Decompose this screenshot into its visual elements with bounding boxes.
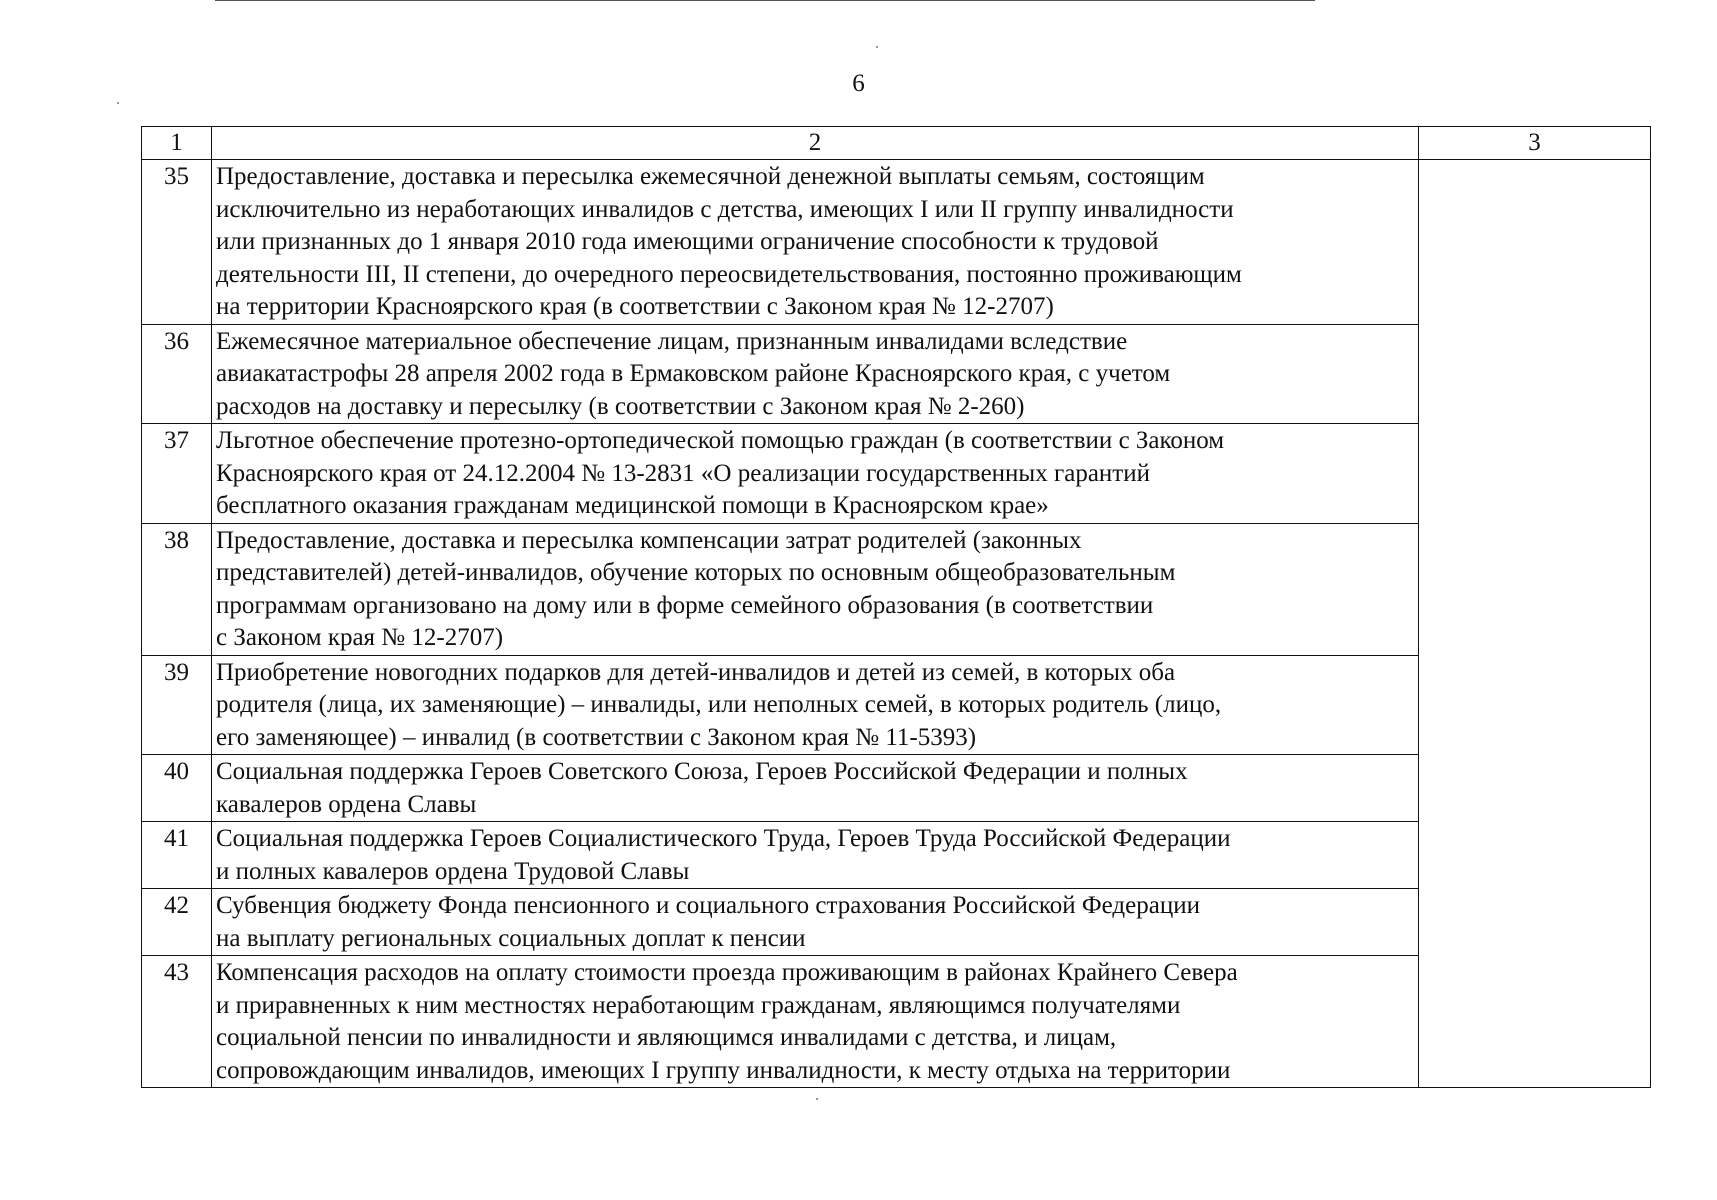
page-number: 6 — [852, 70, 865, 97]
row-description: Социальная поддержка Героев Советского Союза, Героев Российской Федерации и полных кавалеров ордена Славы — [212, 755, 1419, 822]
row-description: Приобретение новогодних подарков для детей-инвалидов и детей из семей, в которых оба родителя (лица, их заменяющие) – инвалиды, или неполных семей, в которых родитель (лицо, его заменяющее) – инвалид (в соответствии с Законом края № 11-5393) — [212, 655, 1419, 755]
scan-speck — [816, 1098, 818, 1100]
header-col-2: 2 — [212, 127, 1419, 160]
row-col3 — [1419, 324, 1651, 424]
table-row — [142, 755, 1651, 822]
header-col-1: 1 — [142, 127, 212, 160]
row-number: 42 — [142, 889, 212, 956]
scan-speck — [876, 46, 878, 48]
table-row — [142, 424, 1651, 524]
table-row — [142, 160, 1651, 325]
table-row — [142, 324, 1651, 424]
header-col-3: 3 — [1419, 127, 1651, 160]
row-number: 36 — [142, 324, 212, 424]
row-description: Социальная поддержка Героев Социалистического Труда, Героев Труда Российской Федерации и полных кавалеров ордена Трудовой Славы — [212, 822, 1419, 889]
row-number: 39 — [142, 655, 212, 755]
table-row — [142, 956, 1651, 1088]
table-row — [142, 655, 1651, 755]
row-number: 37 — [142, 424, 212, 524]
row-description: Предоставление, доставка и пересылка ежемесячной денежной выплаты семьям, состоящим исключительно из неработающих инвалидов с детства, имеющих I или II группу инвалидности или признанных до 1 января 2010 года имеющими ограничение способности к трудовой деятельности III, II степени, до очередного переосвидетельствования, постоянно проживающим на территории Красноярского края (в соответствии с Законом края № 12-2707) — [212, 160, 1419, 325]
row-description: Компенсация расходов на оплату стоимости проезда проживающим в районах Крайнего Севера и приравненных к ним местностях неработающим гражданам, являющимся получателями социальной пенсии по инвалидности и являющимся инвалидами с детства, и лицам, сопровождающим инвалидов, имеющих I группу инвалидности, к месту отдыха на территории — [212, 956, 1419, 1088]
row-col3 — [1419, 889, 1651, 956]
row-col3 — [1419, 956, 1651, 1088]
row-description: Ежемесячное материальное обеспечение лицам, признанным инвалидами вследствие авиакатастрофы 28 апреля 2002 года в Ермаковском районе Красноярского края, с учетом расходов на доставку и пересылку (в соответствии с Законом края № 2-260) — [212, 324, 1419, 424]
row-number: 40 — [142, 755, 212, 822]
row-number: 35 — [142, 160, 212, 325]
row-number: 43 — [142, 956, 212, 1088]
row-col3 — [1419, 424, 1651, 524]
row-col3 — [1419, 755, 1651, 822]
document-table — [141, 126, 1651, 1088]
row-description: Предоставление, доставка и пересылка компенсации затрат родителей (законных представителей) детей-инвалидов, обучение которых по основным общеобразовательным программам организовано на дому или в форме семейного образования (в соответствии с Законом края № 12-2707) — [212, 523, 1419, 655]
table-row — [142, 523, 1651, 655]
top-scan-rule — [215, 0, 1315, 1]
scan-speck — [117, 102, 119, 104]
row-col3 — [1419, 160, 1651, 325]
row-description: Субвенция бюджету Фонда пенсионного и социального страхования Российской Федерации на выплату региональных социальных доплат к пенсии — [212, 889, 1419, 956]
table-header-row — [142, 127, 1651, 160]
row-number: 41 — [142, 822, 212, 889]
row-description: Льготное обеспечение протезно-ортопедической помощью граждан (в соответствии с Законом Красноярского края от 24.12.2004 № 13-2831 «О реализации государственных гарантий бесплатного оказания гражданам медицинской помощи в Красноярском крае» — [212, 424, 1419, 524]
row-col3 — [1419, 822, 1651, 889]
table-row — [142, 889, 1651, 956]
row-number: 38 — [142, 523, 212, 655]
table-row — [142, 822, 1651, 889]
row-col3 — [1419, 655, 1651, 755]
row-col3 — [1419, 523, 1651, 655]
